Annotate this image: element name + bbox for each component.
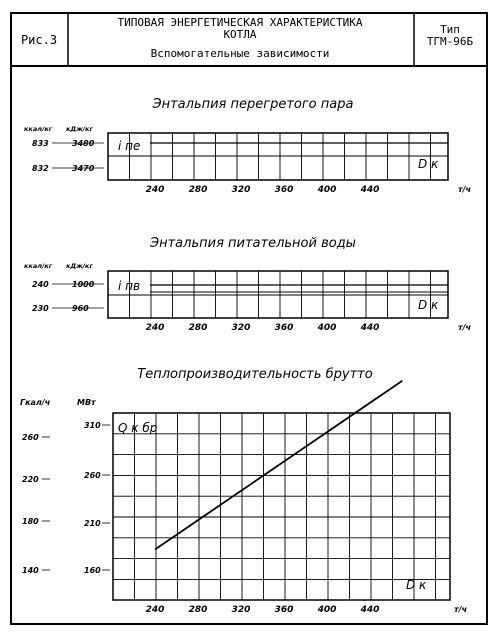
x-tick-label: 320 <box>231 323 251 333</box>
chart1-y-right-unit: кДж/кг <box>66 125 93 133</box>
x-tick-label: 400 <box>317 323 337 333</box>
chart2-y-left-tick-240: 240 <box>32 280 49 289</box>
chart1-plot-frame <box>108 133 448 180</box>
header-subtitle: Вспомогательные зависимости <box>150 47 330 60</box>
x-tick-label: 240 <box>145 605 165 615</box>
chart1-y-right-tick-3470: 3470 <box>72 164 95 173</box>
chart1-y-right-tick-3480: 3480 <box>72 139 95 148</box>
chart2-plot-frame <box>108 271 448 318</box>
chart1-x-label: D к <box>418 157 439 171</box>
chart1-x-unit: т/ч <box>458 185 472 194</box>
chart3-x-unit: т/ч <box>454 605 468 614</box>
x-tick-label: 320 <box>231 605 251 615</box>
x-tick-label: 400 <box>317 605 337 615</box>
chart1-title: Энтальпия перегретого пара <box>152 97 354 112</box>
chart3-x-ticks <box>146 605 380 615</box>
chart2-x-unit: т/ч <box>458 323 472 332</box>
y-right-tick-label: 210 <box>84 519 101 528</box>
x-tick-label: 440 <box>360 185 380 195</box>
chart2-title: Энтальпия питательной воды <box>150 236 356 251</box>
x-tick-label: 360 <box>274 323 294 333</box>
header-title-line2: КОТЛА <box>223 28 257 41</box>
chart2-curve-label: i пв <box>118 279 141 293</box>
chart2-grid <box>108 271 448 318</box>
chart3-x-label: D к <box>406 578 427 592</box>
title-block <box>11 13 487 66</box>
x-tick-label: 440 <box>360 323 380 333</box>
figure-label: Рис.3 <box>20 33 58 47</box>
x-tick-label: 240 <box>145 185 165 195</box>
y-left-tick-label: 260 <box>22 433 39 442</box>
chart3-series <box>155 381 402 550</box>
chart3-grid <box>113 413 450 600</box>
chart1-y-left-unit: ккал/кг <box>24 125 53 133</box>
type-value: ТГМ-96Б <box>426 35 474 48</box>
x-tick-label: 280 <box>188 323 208 333</box>
chart3-y-ticks <box>22 421 110 575</box>
x-tick-label: 360 <box>274 605 294 615</box>
x-tick-label: 360 <box>274 185 294 195</box>
x-tick-label: 320 <box>231 185 251 195</box>
header-title-line1: ТИПОВАЯ ЭНЕРГЕТИЧЕСКАЯ ХАРАКТЕРИСТИКА <box>117 16 363 29</box>
y-right-tick-label: 160 <box>84 566 101 575</box>
chart2-y-left-unit: ккал/кг <box>24 262 53 270</box>
chart1-y-left-tick-832: 832 <box>32 164 49 173</box>
chart2-y-right-unit: кДж/кг <box>66 262 93 270</box>
chart3-plot-frame <box>113 413 450 600</box>
chart-superheated-steam-enthalpy <box>24 97 472 195</box>
chart2-x-ticks <box>146 323 380 333</box>
y-left-tick-label: 180 <box>22 517 39 526</box>
series-line-gross-heat-output <box>155 381 402 550</box>
x-tick-label: 280 <box>188 605 208 615</box>
chart2-y-left-tick-230: 230 <box>32 304 49 313</box>
y-left-tick-label: 140 <box>22 566 39 575</box>
chart1-x-ticks <box>146 185 380 195</box>
chart2-y-right-tick-1000: 1000 <box>72 280 95 289</box>
y-right-tick-label: 260 <box>84 471 101 480</box>
x-tick-label: 400 <box>317 185 337 195</box>
chart-feedwater-enthalpy <box>24 236 472 333</box>
chart2-x-label: D к <box>418 298 439 312</box>
x-tick-label: 240 <box>145 323 165 333</box>
type-label: Тип <box>440 23 460 36</box>
chart-gross-heat-output <box>20 367 468 615</box>
chart1-grid <box>108 133 448 180</box>
y-left-tick-label: 220 <box>22 475 39 484</box>
x-tick-label: 280 <box>188 185 208 195</box>
chart3-y-left-unit: Гкал/ч <box>20 398 51 407</box>
chart3-y-right-unit: МВт <box>77 398 96 407</box>
chart1-y-left-tick-833: 833 <box>32 139 49 148</box>
x-tick-label: 440 <box>360 605 380 615</box>
y-right-tick-label: 310 <box>84 421 101 430</box>
chart3-title: Теплопроизводительность брутто <box>137 367 373 382</box>
chart2-y-right-tick-960: 960 <box>72 304 89 313</box>
chart3-curve-label: Q к бр <box>118 421 158 435</box>
chart1-curve-label: i пе <box>118 139 141 153</box>
